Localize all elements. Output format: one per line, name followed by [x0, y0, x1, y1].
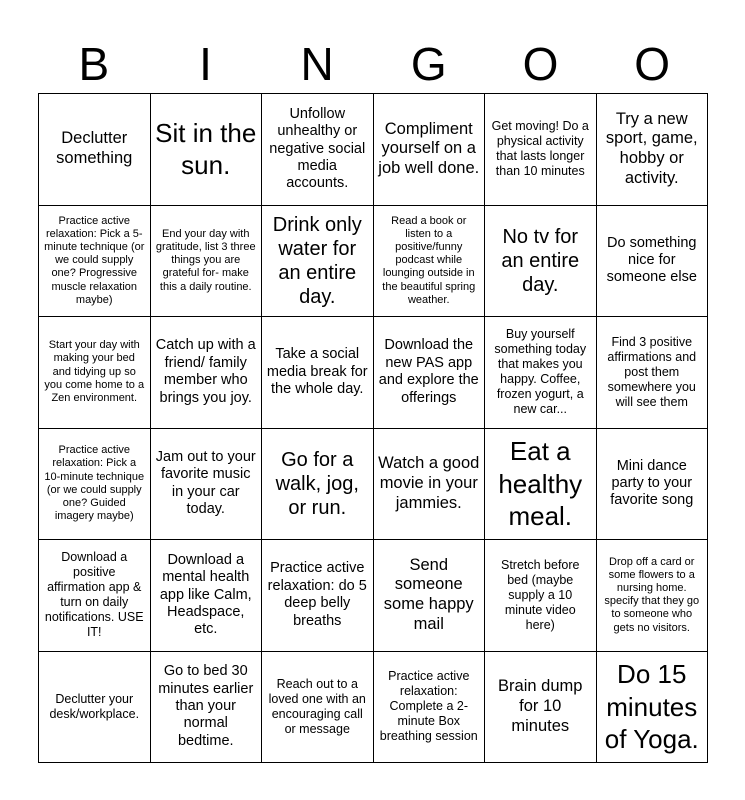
- bingo-cell: Stretch before bed (maybe supply a 10 minute video here): [485, 540, 597, 652]
- bingo-cell: Send someone some happy mail: [374, 540, 486, 652]
- bingo-cell: Take a social media break for the whole day.: [262, 317, 374, 429]
- header-letter-n: N: [300, 38, 334, 90]
- bingo-cell: Read a book or listen to a positive/funny podcast while lounging outside in the beautiful spring weather.: [374, 206, 486, 318]
- bingo-cell: Mini dance party to your favorite song: [597, 429, 709, 541]
- bingo-cell: Reach out to a loved one with an encouraging call or message: [262, 652, 374, 764]
- bingo-cell: Catch up with a friend/ family member who brings you joy.: [151, 317, 263, 429]
- bingo-cell: Do something nice for someone else: [597, 206, 709, 318]
- bingo-cell: Do 15 minutes of Yoga.: [597, 652, 709, 764]
- bingo-cell: Brain dump for 10 minutes: [485, 652, 597, 764]
- bingo-cell: Declutter your desk/workplace.: [39, 652, 151, 764]
- header-letter-b: B: [78, 38, 110, 90]
- bingo-cell: Try a new sport, game, hobby or activity.: [597, 94, 709, 206]
- bingo-cell: Declutter something: [39, 94, 151, 206]
- bingo-cell: Practice active relaxation: Complete a 2-minute Box breathing session: [374, 652, 486, 764]
- bingo-cell: Practice active relaxation: Pick a 5-minute technique (or we could supply one? Progressive muscle relaxation maybe): [39, 206, 151, 318]
- bingo-cell: Drink only water for an entire day.: [262, 206, 374, 318]
- bingo-cell: End your day with gratitude, list 3 three things you are grateful for- make this a daily routine.: [151, 206, 263, 318]
- header-letter-o-2: O: [634, 38, 671, 90]
- bingo-cell: Go to bed 30 minutes earlier than your normal bedtime.: [151, 652, 263, 764]
- bingo-cell: Eat a healthy meal.: [485, 429, 597, 541]
- header-letter-i: I: [199, 38, 212, 90]
- bingo-cell: Compliment yourself on a job well done.: [374, 94, 486, 206]
- bingo-cell: No tv for an entire day.: [485, 206, 597, 318]
- bingo-cell: Watch a good movie in your jammies.: [374, 429, 486, 541]
- header-letter-o: O: [522, 38, 559, 90]
- bingo-cell: Download a mental health app like Calm, Headspace, etc.: [151, 540, 263, 652]
- bingo-cell: Practice active relaxation: Pick a 10-minute technique (or we could supply one? Guided imagery maybe): [39, 429, 151, 541]
- bingo-cell: Download the new PAS app and explore the offerings: [374, 317, 486, 429]
- bingo-cell: Go for a walk, jog, or run.: [262, 429, 374, 541]
- bingo-cell: Practice active relaxation: do 5 deep belly breaths: [262, 540, 374, 652]
- header-letter-g: G: [410, 38, 447, 90]
- bingo-cell: Download a positive affirmation app & turn on daily notifications. USE IT!: [39, 540, 151, 652]
- bingo-cell: Buy yourself something today that makes you happy. Coffee, frozen yogurt, a new car...: [485, 317, 597, 429]
- bingo-board: [38, 93, 708, 763]
- bingo-header: [38, 36, 708, 92]
- bingo-cell: Sit in the sun.: [151, 94, 263, 206]
- bingo-cell: Drop off a card or some flowers to a nursing home. specify that they go to someone who gets no visitors.: [597, 540, 709, 652]
- bingo-cell: Jam out to your favorite music in your car today.: [151, 429, 263, 541]
- bingo-cell: Get moving! Do a physical activity that lasts longer than 10 minutes: [485, 94, 597, 206]
- bingo-cell: Find 3 positive affirmations and post them somewhere you will see them: [597, 317, 709, 429]
- bingo-cell: Start your day with making your bed and tidying up so you come home to a Zen environment.: [39, 317, 151, 429]
- bingo-cell: Unfollow unhealthy or negative social media accounts.: [262, 94, 374, 206]
